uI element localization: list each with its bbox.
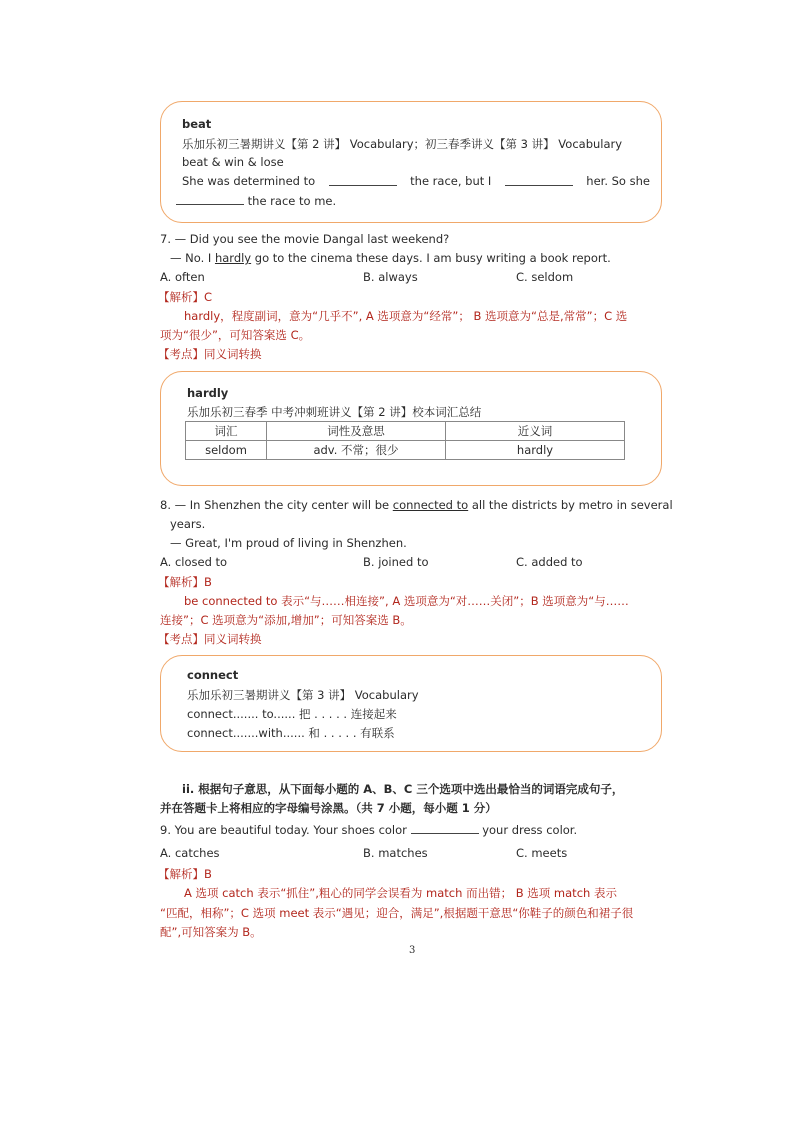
analysis-text: 配”,可知答案为 B。 [160, 925, 262, 939]
vocab-source-line: 乐加乐初三暑期讲义【第 3 讲】 Vocabulary [187, 688, 419, 702]
question-text: 8. — In Shenzhen the city center will be [160, 498, 393, 512]
table-cell: adv. 不常；很少 [267, 441, 446, 460]
analysis-label: 【解析】B [158, 575, 212, 589]
table-header-row [186, 422, 625, 441]
question-text: your dress color. [478, 823, 578, 837]
key-word: connected to [392, 498, 469, 512]
sentence-part: the race, but I [410, 174, 492, 188]
question-8-cont: years. [170, 517, 206, 531]
answer-blank [505, 174, 573, 186]
key-point-label: 【考点】同义词转换 [158, 347, 262, 361]
question-text: all the districts by metro in several [468, 498, 673, 512]
vocab-word-beat: beat [182, 117, 212, 131]
analysis-text: “匹配，相称”；C 选项 meet 表示“遇见；迎合，满足”,根据题干意思“你鞋子的颜色和裙子很 [160, 906, 634, 920]
analysis-text: 连接”；C 选项意为“添加,增加”；可知答案选 B。 [160, 613, 412, 627]
question-text: 9. You are beautiful today. Your shoes color [160, 823, 411, 837]
sentence-part: the race to me. [247, 194, 337, 208]
answer-blank [176, 193, 244, 205]
table-row [186, 441, 625, 460]
option-b: B. joined to [363, 555, 429, 569]
analysis-label: 【解析】C [158, 290, 213, 304]
vocab-table [185, 421, 625, 460]
analysis-text: A 选项 catch 表示“抓住”,粗心的同学会误看为 match 而出错； B 选项 match 表示 [184, 886, 617, 900]
vocab-source-line: 乐加乐初三暑期讲义【第 2 讲】 Vocabulary；初三春季讲义【第 3 讲】 Vocabulary [182, 137, 623, 151]
vocab-line: connect....... to...... 把 . . . . . 连接起来 [187, 707, 397, 721]
section-instruction: 并在答题卡上将相应的字母编号涂黑。（共 7 小题，每小题 1 分） [160, 801, 497, 815]
option-a: A. closed to [160, 555, 228, 569]
vocab-source-line: 乐加乐初三春季 中考冲刺班讲义【第 2 讲】校本词汇总结 [187, 405, 482, 419]
vocab-line: connect.......with...... 和 . . . . . 有联系 [187, 726, 395, 740]
option-a: A. catches [160, 846, 220, 860]
vocab-example-sentence-cont [176, 193, 336, 208]
answer-text: go to the cinema these days. I am busy writing a book report. [251, 251, 611, 265]
option-b: B. always [363, 270, 418, 284]
answer-text: — No. I [170, 251, 215, 265]
option-c: C. meets [516, 846, 568, 860]
analysis-text: hardly，程度副词，意为“几乎不”, A 选项意为“经常”； B 选项意为“总是,常常”；C 选 [184, 309, 628, 323]
option-c: C. added to [516, 555, 583, 569]
vocab-word-hardly: hardly [187, 386, 229, 400]
sentence-part: She was determined to [182, 174, 316, 188]
option-a: A. often [160, 270, 205, 284]
answer-blank [329, 174, 397, 186]
vocab-line: beat & win & lose [182, 155, 284, 169]
question-7-answer [170, 251, 611, 265]
section-instruction: ii. 根据句子意思，从下面每小题的 A、B、C 三个选项中选出最恰当的词语完成句子， [182, 782, 624, 796]
answer-blank [411, 822, 479, 834]
option-c: C. seldom [516, 270, 574, 284]
table-header: 词汇 [186, 422, 267, 441]
table-cell: seldom [186, 441, 267, 460]
table-header: 近义词 [446, 422, 625, 441]
question-7: 7. — Did you see the movie Dangal last weekend? [160, 232, 450, 246]
table-cell: hardly [446, 441, 625, 460]
analysis-text: be connected to 表示“与……相连接”, A 选项意为“对……关闭”；B 选项意为“与…… [184, 594, 629, 608]
key-point-label: 【考点】同义词转换 [158, 632, 262, 646]
vocab-word-connect: connect [187, 668, 239, 682]
sentence-part: her. So she [586, 174, 650, 188]
question-8 [160, 498, 673, 512]
question-8-answer: — Great, I'm proud of living in Shenzhen. [170, 536, 407, 550]
analysis-label: 【解析】B [158, 867, 212, 881]
page-number: 3 [409, 945, 416, 956]
table-header: 词性及意思 [267, 422, 446, 441]
vocab-example-sentence [182, 174, 650, 188]
option-b: B. matches [363, 846, 428, 860]
analysis-text: 项为“很少”，可知答案选 C。 [160, 328, 311, 342]
key-word: hardly [214, 251, 252, 265]
question-9 [160, 822, 577, 837]
